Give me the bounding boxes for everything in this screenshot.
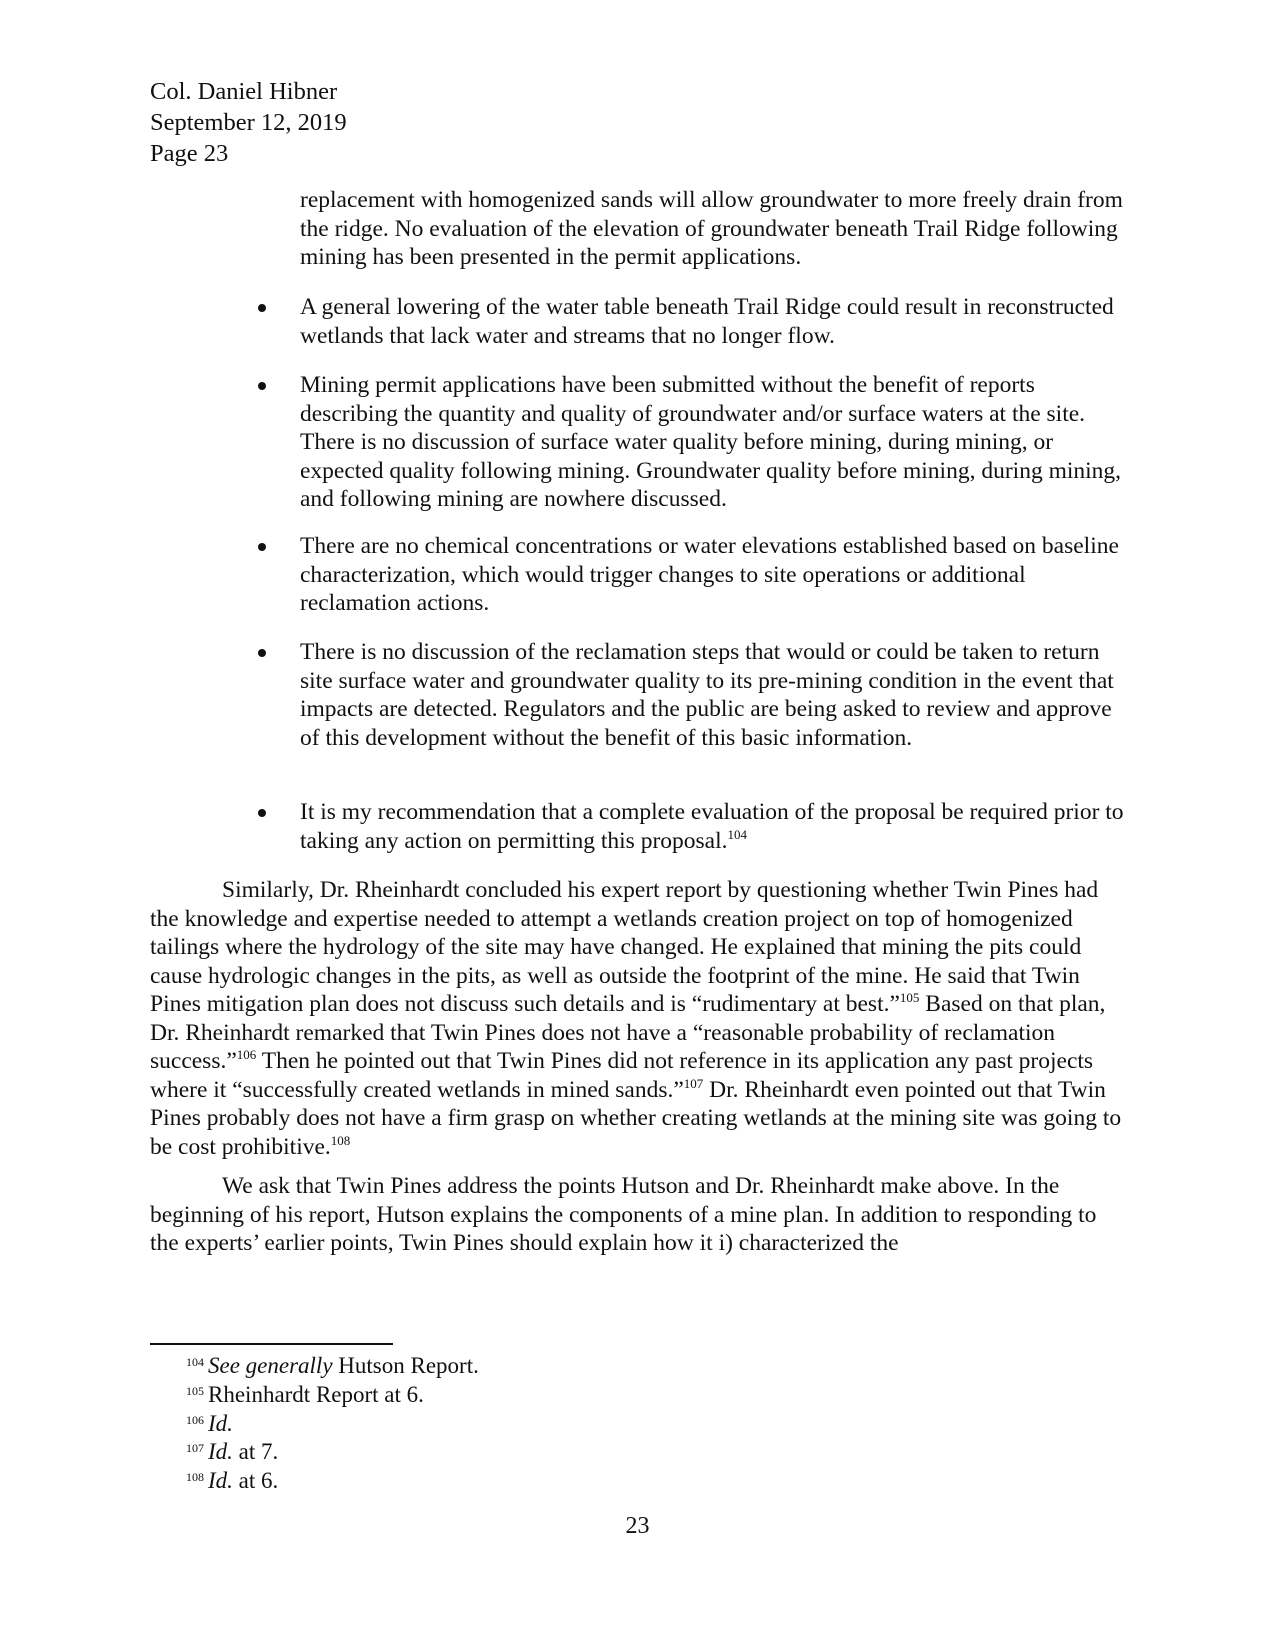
footnotes-section: [186, 1352, 479, 1496]
list-item-text: A general lowering of the water table beneath Trail Ridge could result in reconstructed wetlands that lack water and streams that no longer flow.: [300, 294, 1114, 349]
continued-bullet-text: replacement with homogenized sands will allow groundwater to more freely drain from the ridge. No evaluation of the elevation of groundwater beneath Trail Ridge following mining has been presented in the permit applications.: [300, 187, 1123, 270]
paragraph-text: Based on that plan, Dr. Rheinhardt remarked that Twin Pines does not have a “reasonable probability of reclamation success.”: [150, 991, 1106, 1074]
body-paragraph-rheinhardt: [150, 876, 1122, 1161]
list-item-text: [300, 798, 1130, 855]
footnote-105: $^{105}$ Rheinhardt Report at 6.: [186, 1381, 424, 1407]
letter-header: [150, 76, 347, 169]
paragraph-text: Similarly, Dr. Rheinhardt concluded his expert report by questioning whether Twin Pines had the knowledge and expertise needed to attempt a wetlands creation project on top of homogenized tailings where the hydrology of the site may have changed. He explained that mining the pits could cause hydrologic changes in the pits, as well as outside the footprint of the mine. He said that Twin Pines mitigation plan does not discuss such details and is “rudimentary at best.”: [150, 877, 1099, 1017]
header-page-label: Page 23: [150, 140, 229, 167]
bullet-icon: [258, 649, 266, 657]
bullet-icon: [258, 809, 266, 817]
body-paragraph-request: [150, 1172, 1122, 1258]
page-number: 23: [625, 1513, 650, 1539]
bullet-icon: [258, 304, 266, 312]
footnote-divider: [150, 1343, 393, 1345]
list-item-text: There are no chemical concentrations or water elevations established based on baseline characterization, which would trigger changes to site operations or additional reclamation actions.: [300, 533, 1119, 616]
paragraph-text: Then he pointed out that Twin Pines did not reference in its application any past projects where it “successfully created wetlands in mined sands.”: [150, 1048, 1094, 1103]
footnote-ref-104[interactable]: 104: [727, 826, 747, 842]
list-item-text: There is no discussion of the reclamation steps that would or could be taken to return site surface water and groundwater quality to its pre-mining condition in the event that impacts are detected. Regulators and the public are being asked to review and approve of this development without the benefit of this basic information.: [300, 639, 1114, 751]
footnote-107: $^{107}$ Id. at 7.: [186, 1439, 279, 1465]
footnote-ref-106[interactable]: 106: [236, 1047, 257, 1062]
footnote-106: $^{106}$ Id.: [186, 1410, 233, 1436]
footnote-ref-107[interactable]: 107: [683, 1075, 704, 1091]
bullet-icon: [258, 382, 266, 390]
footnote-ref-105[interactable]: 105: [899, 990, 920, 1005]
list-item-text: Mining permit applications have been submitted without the benefit of reports describing the quantity and quality of groundwater and/or surface waters at the site. There is no discussion of surface water quality before mining, during mining, or expected quality following mining. Groundwater quality before mining, during mining, and following mining are nowhere discussed.: [300, 372, 1122, 512]
bullet-icon: [258, 543, 266, 551]
footnote-ref-108[interactable]: 108: [330, 1132, 351, 1148]
recipient-name: Col. Daniel Hibner: [150, 78, 338, 105]
footnote-104: $^{104}$ See generally Hutson Report.: [186, 1353, 479, 1378]
paragraph-text: Dr. Rheinhardt even pointed out that Twin Pines probably does not have a firm grasp on whether creating wetlands at the mining site was going to be cost prohibitive.: [150, 1076, 1122, 1160]
letter-date: September 12, 2019: [150, 109, 347, 136]
paragraph-text: We ask that Twin Pines address the points Hutson and Dr. Rheinhardt make above. In the beginning of his report, Hutson explains the components of a mine plan. In addition to responding to the experts’ earlier points, Twin Pines should explain how it i) characterized the: [150, 1173, 1097, 1256]
bullet-recommendation-text: It is my recommendation that a complete evaluation of the proposal be required prior to taking any action on permitting this proposal.: [300, 799, 1124, 854]
footnote-108: $^{108}$ Id. at 6.: [186, 1468, 279, 1494]
